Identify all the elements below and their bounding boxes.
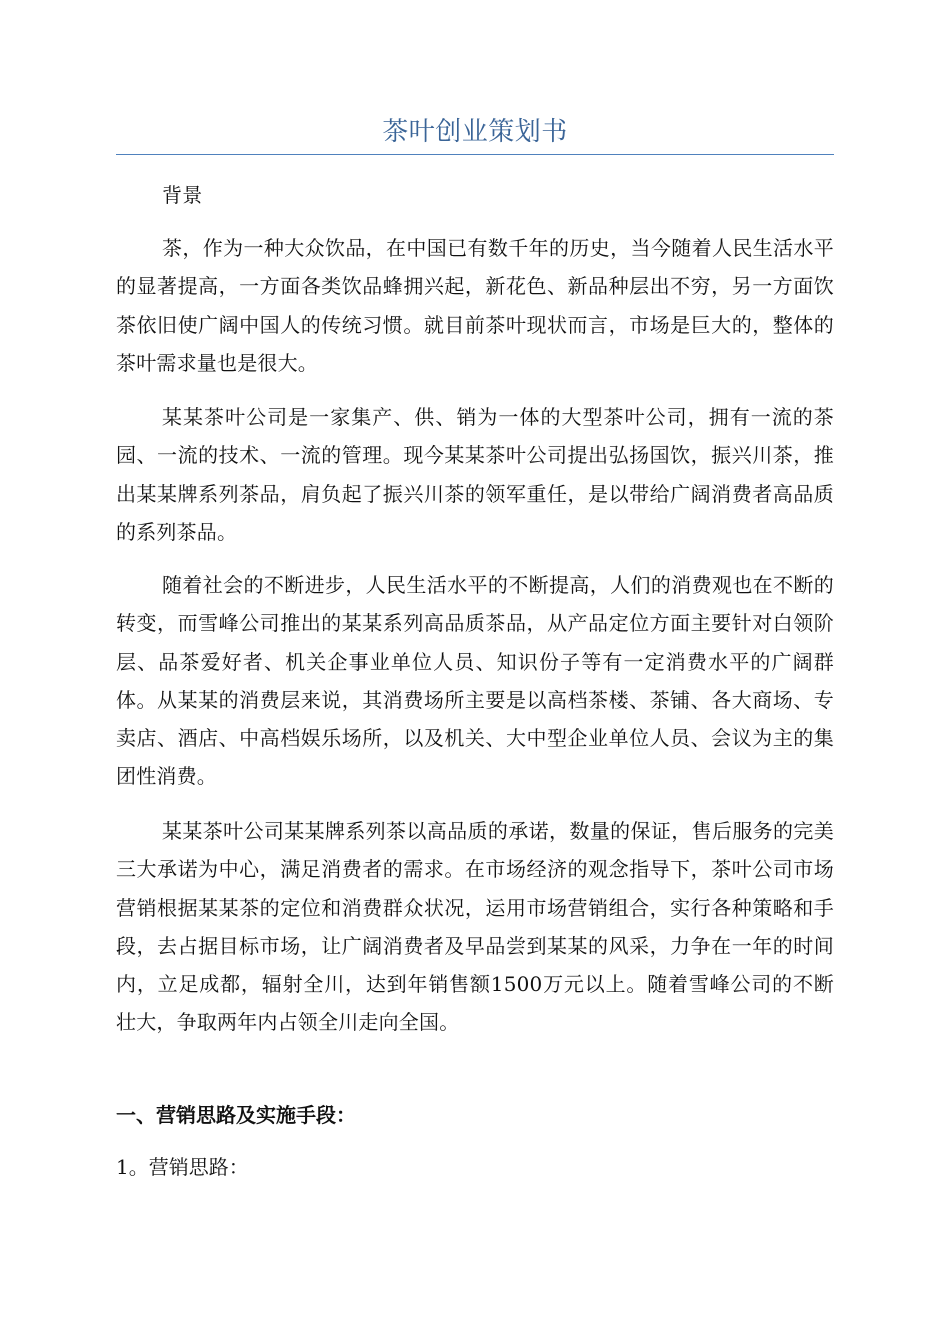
title-underline: [116, 154, 834, 155]
section-label-background: 背景: [162, 183, 203, 207]
paragraph-4: 某某茶叶公司某某牌系列茶以高品质的承诺，数量的保证，售后服务的完美三大承诺为中心，满足消费者的需求。在市场经济的观念指导下，茶叶公司市场营销根据某某茶的定位和消费群众状况，运用市场营销组合，实行各种策略和手段，去占据目标市场，让广阔消费者及早品尝到某某的风采，力争在一年的时间内，立足成都，辐射全川，达到年销售额1500万元以上。随着雪峰公司的不断壮大，争取两年内占领全川走向全国。: [116, 819, 834, 1035]
paragraph-2: 某某茶叶公司是一家集产、供、销为一体的大型茶叶公司，拥有一流的茶园、一流的技术、一流的管理。现今某某茶叶公司提出弘扬国饮，振兴川茶，推出某某牌系列茶品，肩负起了振兴川茶的领军重任，是以带给广阔消费者高品质的系列茶品。: [116, 405, 834, 544]
paragraph-3: 随着社会的不断进步，人民生活水平的不断提高，人们的消费观也在不断的转变，而雪峰公司推出的某某系列高品质茶品，从产品定位方面主要针对白领阶层、品茶爱好者、机关企事业单位人员、知识份子等有一定消费水平的广阔群体。从某某的消费层来说，其消费场所主要是以高档茶楼、茶铺、各大商场、专卖店、酒店、中高档娱乐场所，以及机关、大中型企业单位人员、会议为主的集团性消费。: [116, 573, 834, 789]
paragraph-1: 茶，作为一种大众饮品，在中国已有数千年的历史，当今随着人民生活水平的显著提高，一方面各类饮品蜂拥兴起，新花色、新品种层出不穷，另一方面饮茶依旧使广阔中国人的传统习惯。就目前茶叶现状而言，市场是巨大的，整体的茶叶需求量也是很大。: [116, 236, 834, 375]
document-title: 茶叶创业策划书: [382, 117, 568, 147]
section-heading-marketing: 一、营销思路及实施手段：: [116, 1103, 356, 1127]
subheading-marketing-ideas: 1。营销思路：: [116, 1155, 249, 1179]
